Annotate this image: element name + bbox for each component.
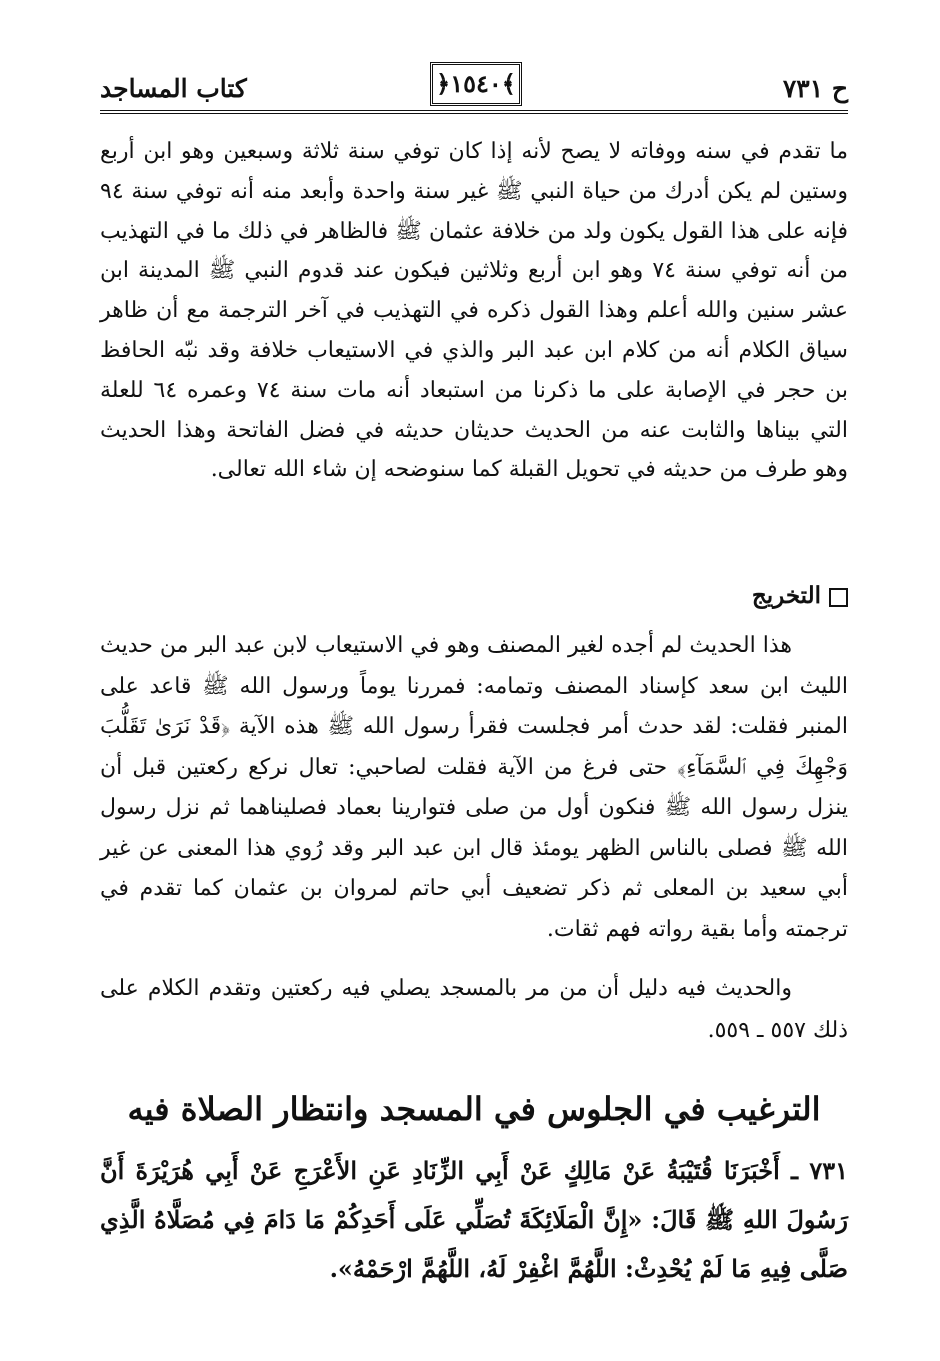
hadith-reference: ح ٧٣١: [782, 74, 848, 103]
conclusion-paragraph: والحديث فيه دليل أن من مر بالمسجد يصلي فيه ركعتين وتقدم الكلام على ذلك ٥٥٧ ـ ٥٥٩.: [100, 976, 848, 1043]
hadith-text: ٧٣١ ـ أَخْبَرَنَا قُتَيْبَةُ عَنْ مَالِكٍ عَنْ أَبِي الزِّنَادِ عَنِ الأَعْرَجِ عَنْ أَبِي هُرَيْرَةَ أَنَّ رَسُولَ اللهِ ﷺ قَالَ: «إِنَّ الْمَلَائِكَةَ تُصَلِّي عَلَى أَحَدِكُمْ مَا دَامَ فِي مُصَلَّاهُ الَّذِي صَلَّى فِيهِ مَا لَمْ يُحْدِثْ: اللَّهُمَّ اغْفِرْ لَهُ، اللَّهُمَّ ارْحَمْهُ».: [100, 1156, 848, 1283]
page-number-frame: [430, 62, 522, 106]
takhrij-paragraph: هذا الحديث لم أجده لغير المصنف وهو في الاستيعاب لابن عبد البر من حديث الليث ابن سعد كإسناد المصنف وتمامه: فمررنا يوماً ورسول الله ﷺ قاعد على المنبر فقلت: لقد حدث أمر فجلست فقرأ رسول الله ﷺ هذه الآية ﴿قَدْ نَرَىٰ تَقَلُّبَ وَجْهِكَ فِي ٱلسَّمَآءِ﴾ حتى فرغ من الآية فقلت لصاحبي: تعال نركع ركعتين قبل أن ينزل رسول الله ﷺ فنكون أول من صلى فتوارينا بعماد فصليناهما ثم نزل رسول الله ﷺ فصلى بالناس الظهر يومئذ قال ابن عبد البر وقد رُوي هذا المعنى عن غير أبي سعيد بن المعلى ثم ذكر تضعيف أبي حاتم لمروان بن عثمان كما تقدم في ترجمته وأما بقية رواته فهم ثقات.: [100, 633, 848, 942]
page-number: ﴿١٥٤٠﴾: [436, 69, 516, 98]
commentary-paragraph: ما تقدم في سنه ووفاته لا يصح لأنه إذا كان توفي سنة ثلاثة وسبعين وهو ابن أربع وستين لم يكن أدرك من حياة النبي ﷺ غير سنة واحدة وأبعد منه أنه توفي سنة ٩٤ فإنه على هذا القول يكون ولد من خلافة عثمان ﷺ فالظاهر في ذلك ما في التهذيب من أنه توفي سنة ٧٤ وهو ابن أربع وثلاثين فيكون عند قدوم النبي ﷺ المدينة ابن عشر سنين والله أعلم وهذا القول ذكره في التهذيب في آخر الترجمة مع أن ظاهر سياق الكلام أنه من كلام ابن عبد البر والذي في الاستيعاب خلافة وقد نبّه الحافظ بن حجر في الإصابة على ما ذكرنا من استبعاد أنه مات سنة ٧٤ وعمره ٦٤ للعلة التي بيناها والثابت عنه من الحديث حديثان حديثه في فضل الفاتحة وهذا الحديث وهو طرف من حديثه في تحويل القبلة كما سنوضحه إن شاء الله تعالى.: [100, 139, 849, 483]
chapter-heading: الترغيب في الجلوس في المسجد وانتظار الصلاة فيه: [127, 1090, 821, 1128]
page-header: [100, 62, 848, 106]
section-title: [752, 582, 848, 609]
section-title-text: التخريج: [751, 582, 821, 609]
book-title: كتاب المساجد: [100, 74, 247, 103]
square-bullet-icon: [829, 588, 848, 607]
header-divider: [100, 110, 848, 114]
